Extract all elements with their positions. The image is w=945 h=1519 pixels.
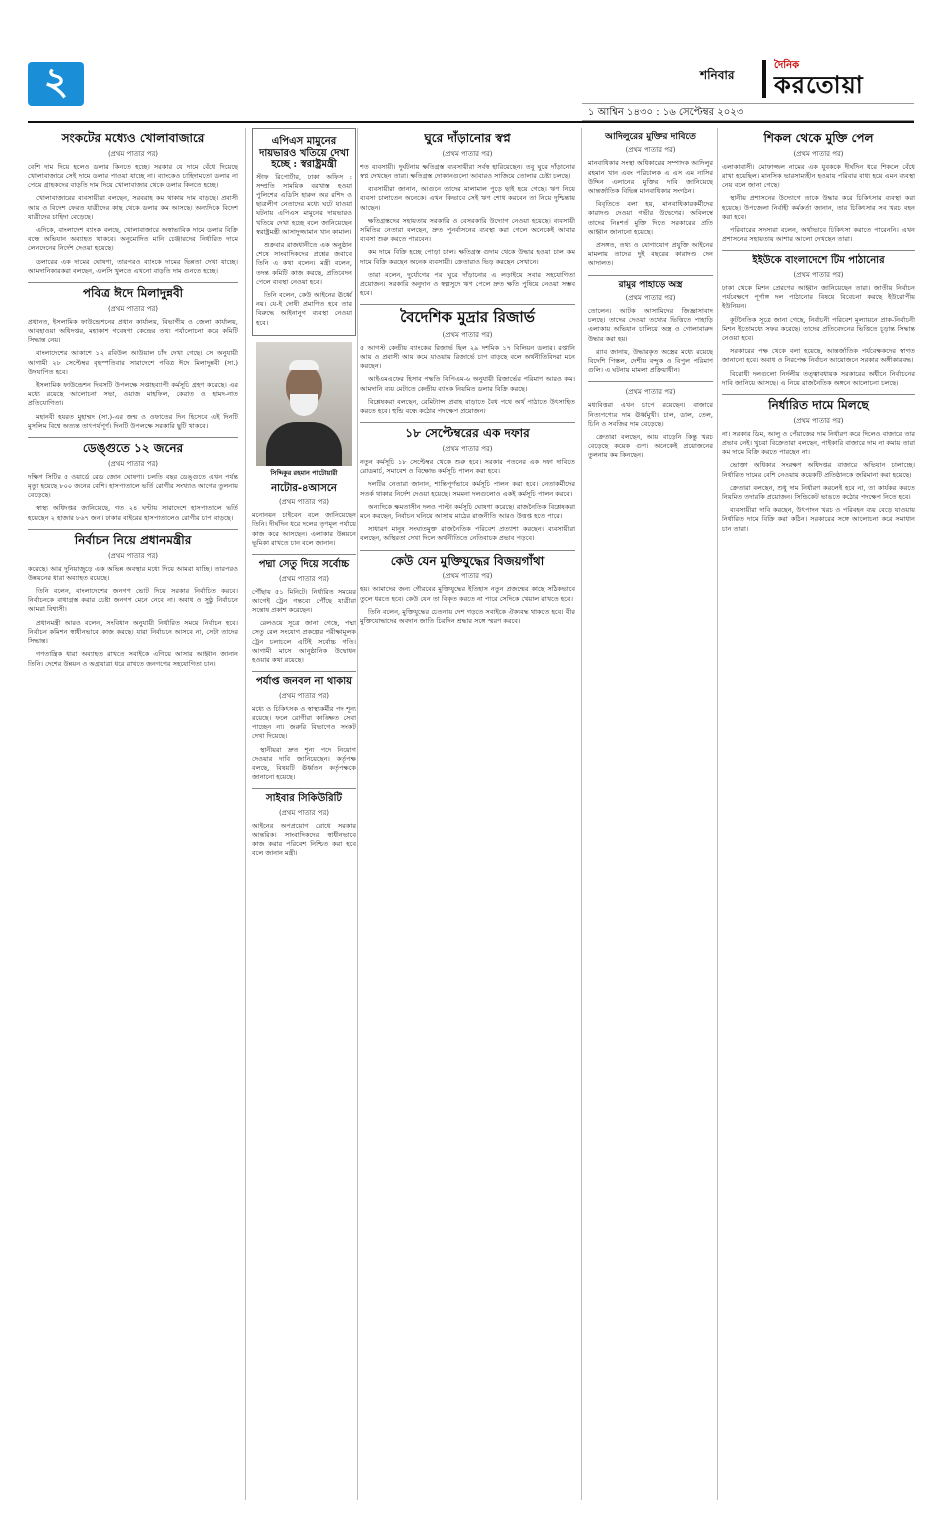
article-headline: সংকটের মধ্যেও খোলাবাজারে: [61, 131, 205, 145]
article-headline: নাটোর-৪আসনে: [271, 482, 337, 494]
article-paragraph: হয়। আমাদের জন্য গৌরবের মুক্তিযুদ্ধের ইতিহাস নতুন প্রজন্মের কাছে সঠিকভাবে তুলে ধরতে হবে। কেউ যেন তা বিকৃত করতে না পারে সেদিকে খেয়াল রাখতে হবে।: [360, 585, 575, 603]
article-paragraph: মানবাধিকার সংস্থা অধিকারের সম্পাদক আদিলুর রহমান খান এবং পরিচালক এ এস এম নাসির উদ্দিন এলানের মুক্তির দাবি জানিয়েছে আন্তর্জাতিক বিভিন্ন মানবাধিকার সংগঠন।: [588, 159, 713, 195]
article-headline: রামুর পাহাড়ে অস্ত্র: [618, 279, 683, 290]
column-divider: [245, 128, 246, 1500]
article-paragraph: কম দামে বিক্রি হচ্ছে পোড়া চাল। ক্ষতিগ্রস্ত গুদাম থেকে উদ্ধার হওয়া চাল কম দামে বিক্রি করছেন অনেক ব্যবসায়ী। ক্রেতারাও ভিড় করছেন সেখানে।: [360, 248, 575, 266]
article-paragraph: ৫ আগস্ট কেন্দ্রীয় ব্যাংকের রিজার্ভ ছিল ২৯ দশমিক ১৭ বিলিয়ন ডলার। রপ্তানি আয় ও প্রবাসী আয় কমে যাওয়ায় রিজার্ভে চাপ বাড়ছে বলে অর্থনীতিবিদরা মনে করছেন।: [360, 343, 575, 371]
column-2: [252, 128, 356, 1500]
day-label: শনিবার: [700, 68, 735, 82]
continuation-note: (প্রথম পাতার পর): [278, 498, 330, 507]
article-paragraph: ব্যবসায়ীরা জানান, আগুনে তাদের মালামাল পুড়ে ছাই হয়ে গেছে। ঋণ নিয়ে ব্যবসা চালাতেন অনেকে। এখন কিভাবে সেই ঋণ শোধ করবেন তা নিয়ে দুশ্চিন্তায় আছেন।: [360, 185, 575, 212]
article-paragraph: দলটির নেতারা জানান, শান্তিপূর্ণভাবে কর্মসূচি পালন করা হবে। নেতাকর্মীদের সতর্ক থাকার নির্দেশ দেওয়া হয়েছে। সমমনা দলগুলোও একই কর্মসূচি পালন করবে।: [360, 480, 575, 498]
article-separator: [360, 304, 575, 305]
article-paragraph: প্রসঙ্গত, তথ্য ও যোগাযোগ প্রযুক্তি আইনের মামলায় তাদের দুই বছরের কারাদণ্ড দেন আদালত।: [588, 240, 713, 268]
article-paragraph: ডলারের এক দামের ঘোষণা, তারপরও ব্যাংকে দামের ভিন্নতা দেখা যাচ্ছে। আমদানিকারকরা বলছেন, এলসি খুলতে এখনো বাড়তি দাম গুনতে হচ্ছে।: [28, 257, 238, 275]
article-paragraph: বেশি দাম দিয়ে হলেও ডলার কিনতে হচ্ছে। সরকার যে দামে বেঁধে দিয়েছে খোলাবাজারে সেই দামে ডলার পাওয়া যাচ্ছে না। ব্যাংকেও চাহিদামতো ডলার না পেয়ে গ্রাহকদের বাড়তি দাম দিয়ে খোলাবাজার থেকে ডলার কিনতে হচ্ছে।: [28, 162, 238, 190]
article-paragraph: তারা বলেন, দুর্যোগের পর ঘুরে দাঁড়ানোর এ লড়াইয়ে সবার সহযোগিতা প্রয়োজন। সরকারি অনুদান ও স্বল্পসুদে ঋণ পেলে দ্রুত ক্ষতি পুষিয়ে নেওয়া সম্ভব হবে।: [360, 270, 575, 298]
article-paragraph: না। সরকার ডিম, আলু ও পেঁয়াজের দাম নির্ধারণ করে দিলেও বাজারে তার প্রভাব নেই। খুচরা বিক্রেতারা বলছেন, পাইকারি বাজারে দাম না কমায় তারা কম দামে বিক্রি করতে পারছেন না।: [722, 429, 915, 457]
continuation-note: (প্রথম পাতার পর): [625, 293, 676, 302]
article-paragraph: বিরোধী দলগুলো নির্দলীয় তত্ত্বাবধায়ক সরকারের অধীনে নির্বাচনের দাবি জানিয়ে আসছে। এ নিয়ে রাজনৈতিক অঙ্গনে আলোচনা চলছে।: [722, 369, 915, 387]
article-paragraph: শত ব্যবসায়ী। দুর্ঘটনায় ক্ষতিগ্রস্ত ব্যবসায়ীরা সর্বস্ব হারিয়েছেন। তবু ঘুরে দাঁড়ানোর স্বপ্ন দেখছেন তারা। ক্ষতিগ্রস্ত দোকানগুলো আবারও সাজিয়ে তোলার চেষ্টা চলছে।: [360, 162, 575, 180]
article-separator: [252, 671, 356, 672]
article-separator: [588, 275, 713, 276]
article-separator: [588, 381, 713, 382]
article-paragraph: মনোনয়ন চাইবেন বলে জানিয়েছেন তিনি। দীর্ঘদিন ধরে দলের তৃণমূল পর্যায়ে কাজ করে আসছেন। এলাকার উন্নয়নে ভূমিকা রাখতে চান বলে জানান।: [252, 511, 356, 547]
article-headline: আদিলুরের মুক্তির দাবিতে: [605, 132, 696, 142]
article-paragraph: খোলাবাজারের ব্যবসায়ীরা বলছেন, সরবরাহ কম থাকায় দাম বাড়ছে। প্রবাসী আয় ও বিদেশ ফেরত যাত্রীদের কাছ থেকে ডলার কম আসছে। অন্যদিকে বিদেশ যাত্রীদের চাহিদা বেড়েছে।: [28, 194, 238, 221]
portrait-photo: [256, 342, 352, 466]
article-paragraph: গণতান্ত্রিক ধারা অব্যাহত রাখতে সবাইকে এগিয়ে আসার আহ্বান জানান তিনি। দেশের উন্নয়ন ও অগ্রযাত্রা ধরে রাখতে জনগণের সহযোগিতা চান।: [28, 650, 238, 668]
article-separator: [722, 250, 915, 251]
article-headline: পবিত্র ঈদে মিলাদুন্নবী: [82, 286, 184, 301]
article-separator: [28, 282, 238, 283]
article-paragraph: স্টাফ রিপোর্টার, ঢাকা অফিস : সম্প্রতি সাময়িক বরখাস্ত হওয়া পুলিশের এডিসি হারুন অর রশিদ ও ছাত্রলীগ নেতাদের মধ্যে ঘটে যাওয়া ঘটনায় এপিএস মামুনের দায়ভারও খতিয়ে দেখা হচ্ছে বলে জানিয়েছেন স্বরাষ্ট্রমন্ত্রী আসাদুজ্জামান খান কামাল।: [256, 172, 352, 236]
article-headline: নির্ধারিত দামে মিলছে: [768, 397, 869, 412]
column-1: [28, 128, 238, 1500]
article-paragraph: সরকারের পক্ষ থেকে বলা হয়েছে, আন্তর্জাতিক পর্যবেক্ষকদের স্বাগত জানানো হবে। অবাধ ও নিরপেক্ষ নির্বাচন আয়োজনে সরকার অঙ্গীকারবদ্ধ।: [722, 347, 915, 365]
article-headline: ঘুরে দাঁড়ানোর স্বপ্ন: [424, 131, 511, 145]
article-paragraph: পৌঁছায় ৫১ মিনিটে। নির্ধারিত সময়ের আগেই ট্রেন গন্তব্যে পৌঁছে যাত্রীরা সন্তোষ প্রকাশ করেছেন।: [252, 587, 356, 614]
article-paragraph: শুক্রবার রাজধানীতে এক অনুষ্ঠান শেষে সাংবাদিকদের প্রশ্নের জবাবে তিনি এ কথা বলেন। মন্ত্রী বলেন, তদন্ত কমিটি কাজ করছে, প্রতিবেদন পেলে ব্যবস্থা নেওয়া হবে।: [256, 240, 352, 286]
continuation-note: (প্রথম পাতার পর): [278, 574, 330, 583]
continuation-note: (প্রথম পাতার পর): [442, 149, 493, 158]
article-paragraph: বিশ্লেষকরা বলছেন, রেমিট্যান্স প্রবাহ বাড়াতে বৈধ পথে অর্থ পাঠাতে উৎসাহিত করতে হবে। হুন্ডি বন্ধে কঠোর পদক্ষেপ প্রয়োজন।: [360, 397, 575, 415]
article-paragraph: ব্যবসায়ীরা দাবি করছেন, উৎপাদন খরচ ও পরিবহন ব্যয় বেড়ে যাওয়ায় নির্ধারিত দামে বিক্রি করা কঠিন। সরকারের সঙ্গে আলোচনা করে সমাধান চান তারা।: [722, 506, 915, 533]
article-separator: [28, 437, 238, 438]
article-headline: ইইউকে বাংলাদেশে টিম পাঠানোর: [752, 255, 885, 267]
masthead: [0, 0, 945, 118]
article-headline: পদ্মা সেতু দিয়ে সর্বোচ্চ: [258, 559, 350, 571]
date-line: ১ আশ্বিন ১৪৩০ : ১৬ সেপ্টেম্বর ২০২৩: [582, 103, 914, 121]
article-headline: এপিএস মামুনের দায়ভারও খতিয়ে দেখা হচ্ছে : স্বরাষ্ট্রমন্ত্রী: [259, 136, 349, 170]
continuation-note: (প্রথম পাতার পর): [793, 270, 844, 279]
continuation-note: (প্রথম পাতার পর): [793, 149, 844, 158]
article-headline: ১৮ সেপ্টেম্বরের এক দফার: [405, 426, 530, 441]
article-separator: [252, 788, 356, 789]
article-paragraph: তোলেন। আটক আসামিদের জিজ্ঞাসাবাদ চলছে। তাদের দেওয়া তথ্যের ভিত্তিতে পাহাড়ি এলাকায় অভিযান চালিয়ে অস্ত্র ও গোলাবারুদ উদ্ধার করা হয়।: [588, 306, 713, 343]
article-paragraph: তিনি বলেন, বাংলাদেশের জনগণ ভোট দিয়ে সরকার নির্বাচিত করবে। নির্বাচনকে বাধাগ্রস্ত করার চেষ্টা জনগণ মেনে নেবে না। অবাধ ও সুষ্ঠু নির্বাচনে আমরা বিশ্বাসী।: [28, 587, 238, 614]
newspaper-logo: [762, 60, 912, 98]
article-headline: বৈদেশিক মুদ্রার রিজার্ভ: [400, 308, 535, 327]
article-paragraph: করেছে। আর দুনিয়াজুড়ে এক অভিন্ন অবস্থার মধ্যে দিয়ে আমরা যাচ্ছি। তারপরও উন্নয়নের ধারা অব্যাহত রয়েছে।: [28, 564, 238, 582]
continuation-note: (প্রথম পাতার পর): [625, 388, 676, 397]
article-headline: নির্বাচন নিয়ে প্রধানমন্ত্রীর: [74, 532, 192, 547]
article-paragraph: স্থানীয় প্রশাসনের উদ্যোগে তাকে উদ্ধার করে চিকিৎসার ব্যবস্থা করা হয়েছে। উপজেলা নির্বাহী কর্মকর্তা জানান, তার চিকিৎসার সব খরচ বহন করা হবে।: [722, 194, 915, 221]
article-headline: শিকল থেকে মুক্তি পেল: [763, 131, 874, 145]
article-separator: [360, 422, 575, 423]
column-3: [360, 128, 575, 1500]
continuation-note: (প্রথম পাতার পর): [107, 149, 159, 158]
column-divider: [717, 128, 718, 1500]
continuation-note: (প্রথম পাতার পর): [278, 691, 330, 700]
article-paragraph: মধ্যবিত্তরা এখন চাপে রয়েছেন। বাজারে নিত্যপণ্যের দাম ঊর্ধ্বমুখী। চাল, ডাল, তেল, চিনি ও সবজির দাম বেড়েছে।: [588, 401, 713, 428]
column-divider: [357, 128, 358, 1500]
article-paragraph: র‌্যাব জানায়, উদ্ধারকৃত অস্ত্রের মধ্যে রয়েছে বিদেশি পিস্তল, দেশীয় বন্দুক ও বিপুল পরিমাণ গুলি। এ ঘটনায় মামলা প্রক্রিয়াধীন।: [588, 347, 713, 375]
article-headline: পর্যাপ্ত জনবল না থাকায়: [255, 676, 353, 688]
article-paragraph: স্থানীয়রা দ্রুত শূন্য পদে নিয়োগ দেওয়ার দাবি জানিয়েছেন। কর্তৃপক্ষ বলছে, বিষয়টি ঊর্ধ্বতন কর্তৃপক্ষকে জানানো হয়েছে।: [252, 745, 356, 782]
article-paragraph: ক্রেতারা বলছেন, শুধু দাম নির্ধারণ করলেই হবে না, তা কার্যকর করতে নিয়মিত তদারকি প্রয়োজন। সিন্ডিকেট ভাঙতে কঠোর পদক্ষেপ নিতে হবে।: [722, 483, 915, 501]
article-paragraph: আইনের অপপ্রয়োগ রোধে সরকার আন্তরিক। সাংবাদিকদের স্বাধীনভাবে কাজ করার পরিবেশ নিশ্চিত করা হবে বলে জানান মন্ত্রী।: [252, 821, 356, 858]
article-paragraph: তিনি বলেন, মুক্তিযুদ্ধের চেতনায় দেশ গড়তে সবাইকে ঐক্যবদ্ধ থাকতে হবে। বীর মুক্তিযোদ্ধাদের অবদান জাতি চিরদিন শ্রদ্ধার সঙ্গে স্মরণ করবে।: [360, 607, 575, 625]
continuation-note: (প্রথম পাতার পর): [107, 459, 159, 468]
photo-figure-cap: [289, 360, 319, 370]
article-paragraph: ক্রেতারা বলছেন, আয় বাড়েনি কিন্তু খরচ বেড়েছে কয়েক গুণ। অনেকেই প্রয়োজনের তুলনায় কম কিনছেন।: [588, 432, 713, 460]
article-paragraph: অন্যদিকে ক্ষমতাসীন দলও পাল্টা কর্মসূচি ঘোষণা করেছে। রাজনৈতিক বিশ্লেষকরা মনে করছেন, নির্বাচন ঘনিয়ে আসায় মাঠের রাজনীতি আরও উত্তপ্ত হতে পারে।: [360, 502, 575, 520]
photo-figure-body: [266, 422, 342, 466]
continuation-note: (প্রথম পাতার পর): [625, 146, 676, 155]
article-paragraph: মহানবী হযরত মুহাম্মদ (সা.)-এর জন্ম ও ওফাতের দিন হিসেবে এই দিনটি মুসলিম বিশ্বে অত্যন্ত তাৎপর্যপূর্ণ। দিনটি উপলক্ষে সরকারি ছুটি থাকবে।: [28, 412, 238, 430]
article-paragraph: মধ্যে ও চিকিৎসক ও স্বাস্থ্যকর্মীর পদ শূন্য রয়েছে। ফলে রোগীরা কাঙ্ক্ষিত সেবা পাচ্ছেন না। জরুরি বিভাগেও সংকট দেখা দিয়েছে।: [252, 704, 356, 741]
photo-figure-beard: [290, 394, 318, 416]
article-headline: কেউ যেন মুক্তিযুদ্ধের বিজয়গাঁথা: [390, 553, 545, 568]
continuation-note: (প্রথম পাতার পর): [442, 444, 493, 453]
article-paragraph: স্বাস্থ্য অধিদপ্তর জানিয়েছে, গত ২৪ ঘণ্টায় সারাদেশে হাসপাতালে ভর্তি হয়েছেন ২ হাজার ৮৬৭ জন। ঢাকার বাইরের হাসপাতালেও রোগীর চাপ বাড়ছে।: [28, 504, 238, 522]
article-paragraph: আইএমএফের হিসাব পদ্ধতি বিপিএম-৬ অনুযায়ী রিজার্ভের পরিমাণ আরও কম। আমদানি ব্যয় মেটাতে কেন্দ্রীয় ব্যাংক নিয়মিত ডলার বিক্রি করছে।: [360, 375, 575, 393]
article-paragraph: নতুন কর্মসূচি ১৮ সেপ্টেম্বর থেকে শুরু হবে। সরকার পতনের এক দফা দাবিতে রোডমার্চ, সমাবেশ ও বিক্ষোভ কর্মসূচি পালন করা হবে।: [360, 457, 575, 476]
column-divider: [581, 128, 582, 1500]
top-rule: [28, 121, 914, 123]
article-paragraph: কূটনৈতিক সূত্রে জানা গেছে, নির্বাচনী পরিবেশ মূল্যায়নে প্রাক-নির্বাচনী মিশন ইতোমধ্যে সফর করেছে। তাদের প্রতিবেদনের ভিত্তিতে চূড়ান্ত সিদ্ধান্ত নেওয়া হবে।: [722, 315, 915, 342]
article-paragraph: ইসলামিক ফাউন্ডেশন দিবসটি উপলক্ষে সপ্তাহব্যাপী কর্মসূচি গ্রহণ করেছে। এর মধ্যে রয়েছে আলোচনা সভা, ওয়াজ মাহফিল, কেরাত ও হামদ-নাত প্রতিযোগিতা।: [28, 381, 238, 408]
article-paragraph: ক্ষতিগ্রস্তদের সহায়তায় সরকারি ও বেসরকারি উদ্যোগ নেওয়া হয়েছে। ব্যবসায়ী সমিতির নেতারা বলছেন, দ্রুত পুনর্বাসনের ব্যবস্থা করা গেলে অনেকেই আবার ব্যবসা শুরু করতে পারবেন।: [360, 216, 575, 244]
photo-caption: সিদ্দিকুর রহমান পাটোয়ারী: [270, 468, 338, 477]
article-separator: [28, 529, 238, 530]
continuation-note: (প্রথম পাতার পর): [793, 416, 844, 425]
continuation-note: (প্রথম পাতার পর): [442, 330, 493, 339]
article-paragraph: বাংলাদেশের আকাশে ১২ রবিউল আউয়াল চাঁদ দেখা গেছে। সে অনুযায়ী আগামী ২৮ সেপ্টেম্বর বৃহস্পতিবার সারাদেশে পবিত্র ঈদে মিলাদুন্নবী (সা.) উদযাপিত হবে।: [28, 349, 238, 376]
article-paragraph: রেলওয়ে সূত্রে জানা গেছে, পদ্মা সেতু রেল সংযোগ প্রকল্পের পরীক্ষামূলক ট্রেন চলাচলে এটিই সর্বোচ্চ গতি। আগামী মাসে আনুষ্ঠানিক উদ্বোধন হওয়ার কথা রয়েছে।: [252, 619, 356, 664]
column-5: [722, 128, 915, 1500]
logo-small-text: দৈনিক: [774, 60, 800, 71]
lead-story-box: [252, 128, 356, 336]
article-paragraph: সাধারণ মানুষ সংঘাতমুক্ত রাজনৈতিক পরিবেশ প্রত্যাশা করছেন। ব্যবসায়ীরা বলছেন, অস্থিরতা দেখা দিলে অর্থনীতিতে নেতিবাচক প্রভাব পড়বে।: [360, 525, 575, 543]
article-paragraph: বিবৃতিতে বলা হয়, মানবাধিকারকর্মীদের কারাদণ্ড দেওয়া গভীর উদ্বেগের। অবিলম্বে তাদের নিঃশর্ত মুক্তি দিতে সরকারের প্রতি আহ্বান জানানো হয়েছে।: [588, 200, 713, 236]
article-separator: [360, 550, 575, 551]
article-headline: ডেঙ্গুতে ১২ জনের: [82, 441, 184, 456]
article-paragraph: দক্ষিণ সিটির ৫ ওয়ার্ডে রেড জোন ঘোষণা। চলতি বছর ডেঙ্গুতে এখন পর্যন্ত মৃত্যু হয়েছে ৮০০ জনের বেশি। হাসপাতালে ভর্তি রোগীর সংখ্যাও আগের তুলনায় বেড়েছে।: [28, 472, 238, 500]
continuation-note: (প্রথম পাতার পর): [107, 304, 159, 313]
page-number-badge: ২: [28, 62, 84, 106]
continuation-note: (প্রথম পাতার পর): [278, 808, 330, 817]
article-paragraph: তিনি বলেন, কেউ আইনের ঊর্ধ্বে নয়। যে-ই দোষী প্রমাণিত হবে তার বিরুদ্ধে আইনানুগ ব্যবস্থা নেওয়া হবে।: [256, 290, 352, 327]
article-paragraph: এলাকাবাসী। মোফাজ্জল নামের এক যুবককে দীর্ঘদিন ধরে শিকলে বেঁধে রাখা হয়েছিল। মানসিক ভারসাম্যহীন হওয়ায় পরিবার বাধ্য হয়ে এমন ব্যবস্থা নেয় বলে জানা গেছে।: [722, 162, 915, 190]
column-4: [588, 128, 713, 1500]
logo-big-text: করতোয়া: [774, 71, 864, 99]
article-headline: সাইবার সিকিউরিটি: [266, 793, 342, 805]
article-paragraph: প্রধানত, ইসলামিক ফাউন্ডেশনের প্রধান কার্যালয়, বিভাগীয় ও জেলা কার্যালয়, আবহাওয়া অধিদপ্তর, মহাকাশ গবেষণা কেন্দ্রের তথ্য পর্যালোচনা করে কমিটি সিদ্ধান্ত নেয়।: [28, 317, 238, 345]
article-paragraph: এদিকে, বাংলাদেশ ব্যাংক বলছে, খোলাবাজারে অস্বাভাবিক দামে ডলার বিক্রি বন্ধে অভিযান অব্যাহত থাকবে। অনুমোদিত মানি চেঞ্জারদের নির্ধারিত দামে লেনদেনের নির্দেশ দেওয়া হয়েছে।: [28, 226, 238, 253]
article-paragraph: পরিবারের সদস্যরা বলেন, অর্থাভাবে চিকিৎসা করাতে পারেননি। এখন প্রশাসনের সহায়তায় আশার আলো দেখছেন তারা।: [722, 226, 915, 244]
article-paragraph: ভোক্তা অধিকার সংরক্ষণ অধিদপ্তর বাজারে অভিযান চালাচ্ছে। নির্ধারিত দামের বেশি নেওয়ায় কয়েকটি প্রতিষ্ঠানকে জরিমানা করা হয়েছে।: [722, 461, 915, 479]
article-paragraph: ঢাকা থেকে মিশন প্রেরণের আহ্বান জানিয়েছেন তারা। জাতীয় নির্বাচন পর্যবেক্ষণে পূর্ণাঙ্গ দল পাঠানোর বিষয়ে বিবেচনা করছে ইউরোপীয় ইউনিয়ন।: [722, 283, 915, 311]
article-separator: [252, 554, 356, 555]
continuation-note: (প্রথম পাতার পর): [442, 572, 493, 581]
article-paragraph: প্রধানমন্ত্রী আরও বলেন, সংবিধান অনুযায়ী নির্ধারিত সময়ে নির্বাচন হবে। নির্বাচন কমিশন স্বাধীনভাবে কাজ করছে। যারা নির্বাচনে আসবে না, সেটা তাদের সিদ্ধান্ত।: [28, 618, 238, 646]
continuation-note: (প্রথম পাতার পর): [107, 551, 159, 560]
article-separator: [722, 394, 915, 395]
